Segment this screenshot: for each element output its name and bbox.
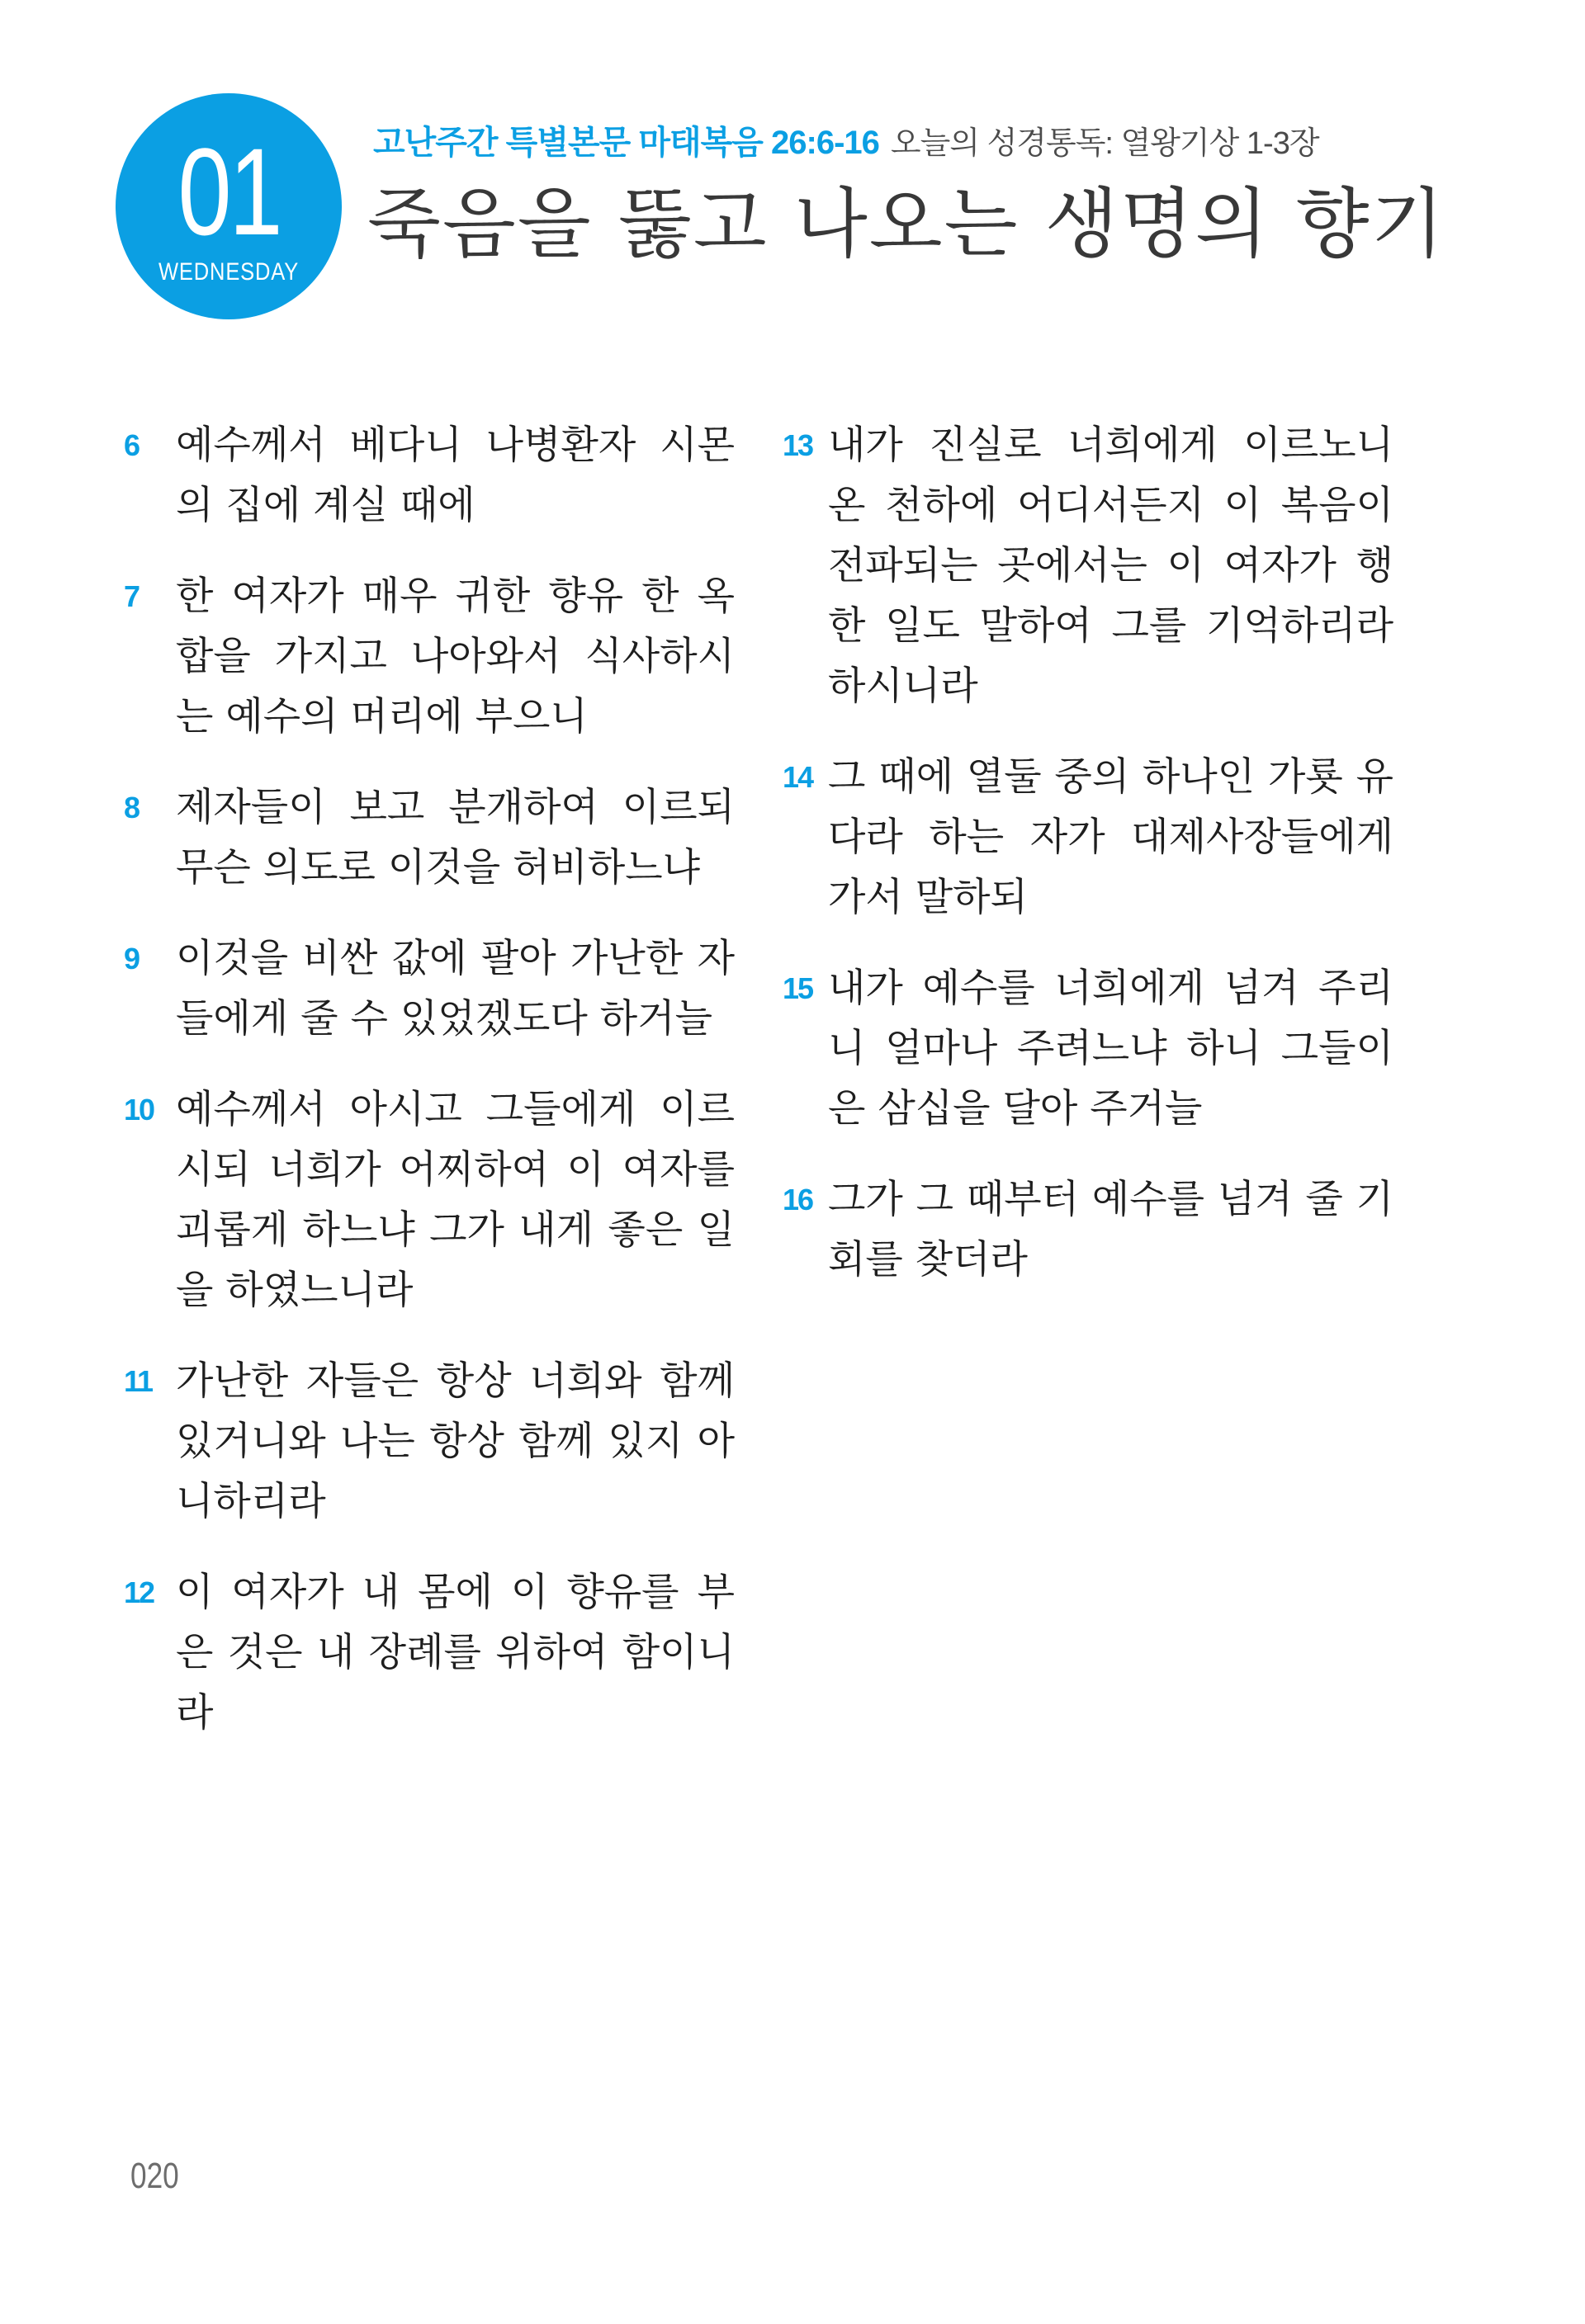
verse xyxy=(124,1562,735,1743)
verse-text: 가난한 자들은 항상 너희와 함께 있거니와 나는 항상 함께 있지 아니하리라 xyxy=(176,1358,735,1524)
verse-number: 6 xyxy=(124,428,140,462)
page-title: 죽음을 뚫고 나오는 생명의 향기 xyxy=(367,180,1446,268)
verse-text: 이 여자가 내 몸에 이 향유를 부은 것은 내 장례를 위하여 함이니라 xyxy=(176,1570,735,1736)
verse xyxy=(124,415,735,536)
verse-text: 한 여자가 매우 귀한 향유 한 옥합을 가지고 나아와서 식사하시는 예수의 머리에 부으니 xyxy=(176,574,735,739)
verse-text: 내가 진실로 너희에게 이르노니 온 천하에 어디서든지 이 복음이 전파되는 곳에서는 이 여자가 행한 일도 말하여 그를 기억하리라 하시니라 xyxy=(828,423,1393,709)
page-number: 020 xyxy=(130,2156,179,2196)
day-number: 01 xyxy=(177,122,280,261)
verse xyxy=(124,777,735,898)
verse-text: 이것을 비싼 값에 팔아 가난한 자들에게 줄 수 있었겠도다 하거늘 xyxy=(176,936,735,1042)
verses-left-column xyxy=(124,415,735,1774)
verse xyxy=(783,958,1393,1139)
passage-reference: 고난주간 특별본문 마태복음 26:6-16 xyxy=(373,125,879,161)
verses-right-column xyxy=(783,415,1393,1320)
verse-text: 내가 예수를 너희에게 넘겨 주리니 얼마나 주려느냐 하니 그들이 은 삼십을 달아 주거늘 xyxy=(828,966,1393,1131)
verse xyxy=(124,566,735,747)
verse-number: 13 xyxy=(783,428,813,462)
verse xyxy=(124,1079,735,1320)
verse-number: 15 xyxy=(783,971,813,1005)
verse-number: 10 xyxy=(124,1093,154,1127)
verse-number: 16 xyxy=(783,1183,813,1216)
verse-text: 예수께서 베다니 나병환자 시몬의 집에 계실 때에 xyxy=(176,423,735,528)
day-badge xyxy=(116,93,342,319)
verse xyxy=(783,1169,1393,1290)
verse-number: 8 xyxy=(124,791,140,824)
verse-number: 11 xyxy=(124,1364,153,1398)
verse-number: 9 xyxy=(124,942,140,975)
passage-header xyxy=(373,119,1319,168)
verse-number: 7 xyxy=(124,579,140,613)
verse-text: 그 때에 열둘 중의 하나인 가룟 유다라 하는 자가 대제사장들에게 가서 말하되 xyxy=(828,754,1393,920)
verse-text: 그가 그 때부터 예수를 넘겨 줄 기회를 찾더라 xyxy=(828,1177,1393,1282)
verse-text: 예수께서 아시고 그들에게 이르시되 너희가 어찌하여 이 여자를 괴롭게 하느냐 그가 내게 좋은 일을 하였느니라 xyxy=(176,1087,735,1313)
verse xyxy=(783,747,1393,928)
daily-reading: 오늘의 성경통독: 열왕기상 1-3장 xyxy=(890,126,1319,161)
verse xyxy=(124,1351,735,1532)
verse-text: 제자들이 보고 분개하여 이르되 무슨 의도로 이것을 허비하느냐 xyxy=(176,785,735,890)
verse-number: 12 xyxy=(124,1575,154,1609)
verse xyxy=(783,415,1393,716)
verse-number: 14 xyxy=(783,760,813,794)
day-name: WEDNESDAY xyxy=(158,258,300,286)
verse xyxy=(124,928,735,1049)
